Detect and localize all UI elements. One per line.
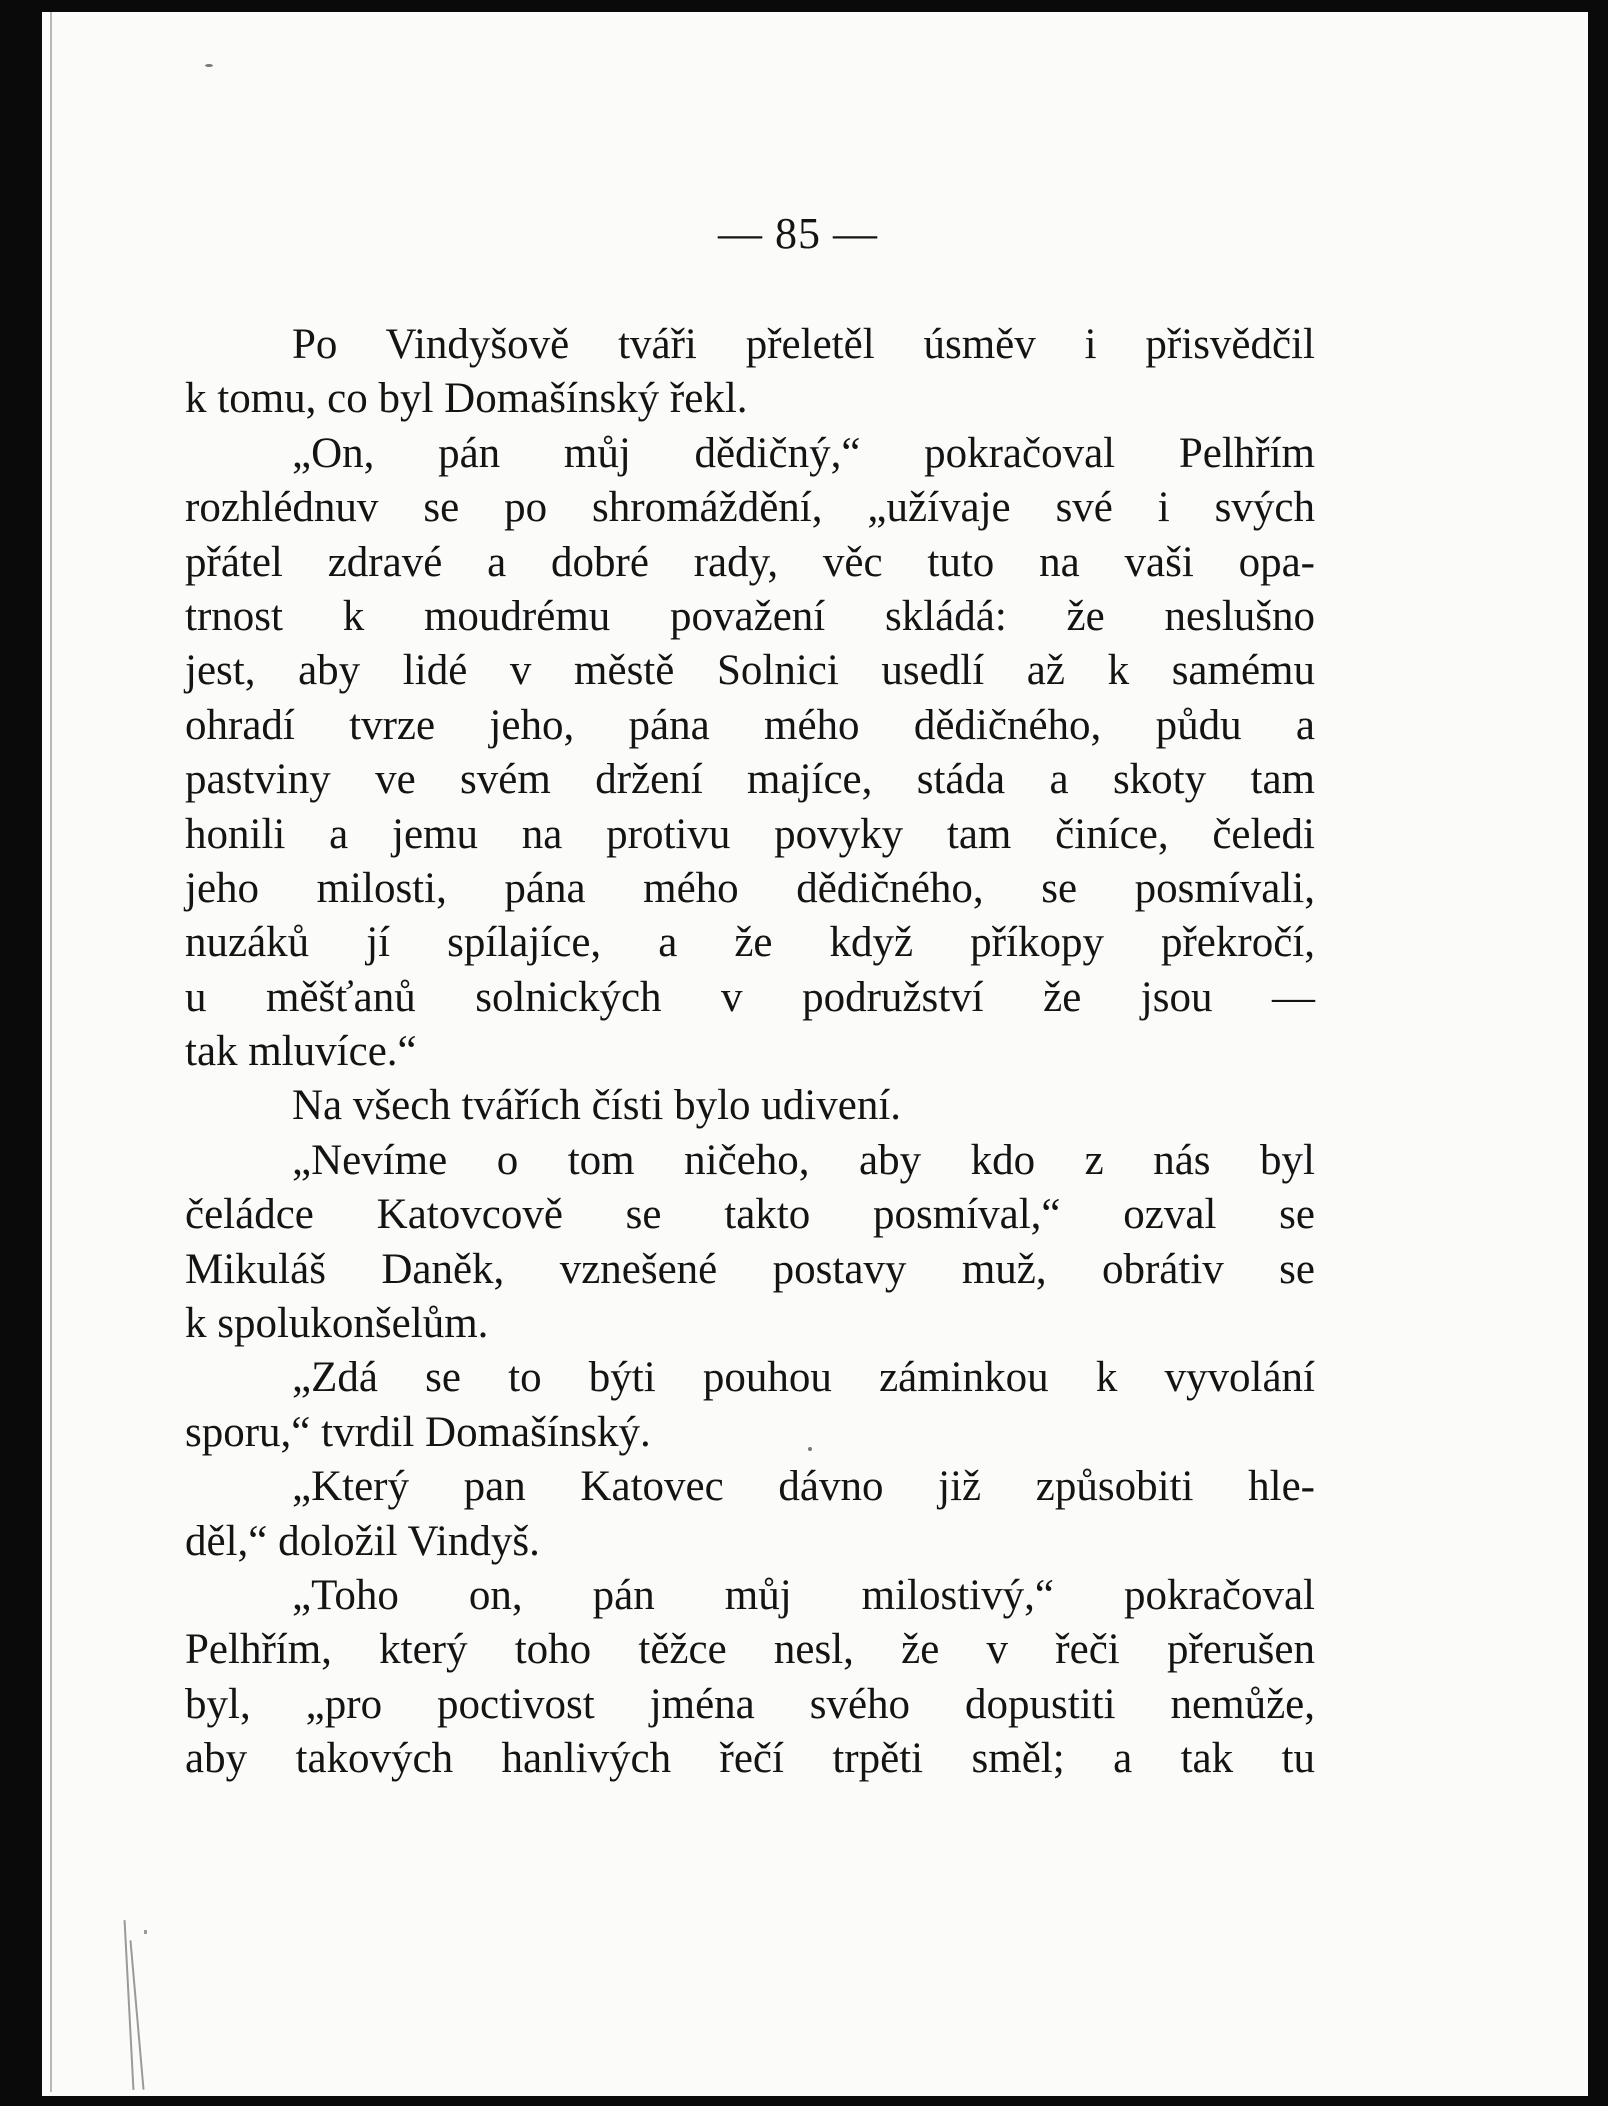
- text-line: honili a jemu na protivu povyky tam činíce, čeledi: [185, 810, 1315, 858]
- page-edge-shadow: [50, 12, 52, 2092]
- text-line: přátel zdravé a dobré rady, věc tuto na vaši opa-: [185, 538, 1315, 586]
- text-line: Mikuláš Daněk, vznešené postavy muž, obrátiv se: [185, 1245, 1315, 1293]
- text-line: rozhlédnuv se po shromáždění, „užívaje své i svých: [185, 484, 1315, 532]
- margin-pencil-marks: [128, 1920, 168, 2090]
- text-line: čeládce Katovcově se takto posmíval,“ ozval se: [185, 1191, 1315, 1239]
- text-line: trnost k moudrému považení skládá: že neslušno: [185, 592, 1315, 640]
- text-line: k tomu, co byl Domašínský řekl.: [185, 375, 748, 423]
- dust-speck: [205, 64, 213, 67]
- text-line: „Nevíme o tom ničeho, aby kdo z nás byl: [292, 1136, 1315, 1184]
- text-line: tak mluvíce.“: [185, 1028, 417, 1076]
- text-line: nuzáků jí spílajíce, a že když příkopy překročí,: [185, 919, 1315, 967]
- page-number: — 85 —: [718, 209, 878, 258]
- text-line: Pelhřím, který toho těžce nesl, že v řeči přerušen: [185, 1626, 1315, 1674]
- text-line: sporu,“ tvrdil Domašínský.: [185, 1408, 651, 1456]
- text-line: byl, „pro poctivost jména svého dopustiti nemůže,: [185, 1680, 1315, 1728]
- text-line: Na všech tvářích čísti bylo udivení.: [292, 1082, 902, 1130]
- text-line: „On, pán můj dědičný,“ pokračoval Pelhřím: [292, 429, 1315, 477]
- text-line: u měšťanů solnických v podružství že jsou —: [185, 973, 1315, 1021]
- text-line: jest, aby lidé v městě Solnici usedlí až k samému: [185, 647, 1315, 695]
- text-line: „Který pan Katovec dávno již způsobiti hle-: [292, 1463, 1315, 1511]
- text-line: „Zdá se to býti pouhou záminkou k vyvolání: [292, 1354, 1315, 1402]
- text-line: pastviny ve svém držení majíce, stáda a skoty tam: [185, 756, 1315, 804]
- text-line: aby takových hanlivých řečí trpěti směl; a tak tu: [185, 1735, 1315, 1783]
- text-line: jeho milosti, pána mého dědičného, se posmívali,: [185, 864, 1315, 912]
- body-text: [185, 318, 1315, 1787]
- text-line: k spolukonšelům.: [185, 1300, 489, 1348]
- text-line: Po Vindyšově tváři přeletěl úsměv i přisvědčil: [292, 321, 1315, 368]
- text-line: „Toho on, pán můj milostivý,“ pokračoval: [292, 1571, 1315, 1619]
- text-line: ohradí tvrze jeho, pána mého dědičného, půdu a: [185, 701, 1315, 749]
- text-line: děl,“ doložil Vindyš.: [185, 1517, 540, 1565]
